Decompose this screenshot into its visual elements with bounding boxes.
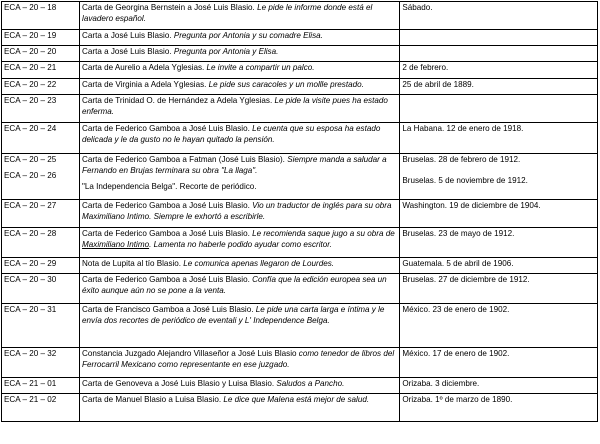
- description-italic: Le pide sus caracoles y un mollle prestado.: [208, 80, 364, 89]
- description-cell: [80, 258, 400, 274]
- date-cell: Orizaba. 1º de marzo de 1890.: [400, 394, 598, 422]
- description-italic: Le invite a compartir un palco.: [206, 63, 315, 72]
- table-row: [2, 123, 598, 154]
- description-text: Carta de Francisco Gamboa a José Luis Blasio.: [82, 305, 256, 314]
- code-cell: ECA – 20 – 24: [2, 123, 80, 154]
- description-cell: [80, 46, 400, 62]
- date-cell: Bruselas. 27 de diciembre de 1912.: [400, 274, 598, 304]
- date-cell: [400, 154, 598, 200]
- description-text: Carta de Genoveva a José Luis Blasio y Luisa Blasio.: [82, 379, 277, 388]
- description-cell: [80, 304, 400, 348]
- table-row: [2, 348, 598, 378]
- description-cell: [80, 123, 400, 154]
- description-italic: . Lamenta no haberle podido ayudar como escritor.: [149, 239, 332, 249]
- description-cell: [80, 348, 400, 378]
- date-cell: [400, 30, 598, 46]
- description-italic: Siempre manda a saludar a Fernando en Brujas terminara su obra "La llaga".: [82, 155, 387, 175]
- code-text: ECA – 20 – 26: [4, 170, 57, 180]
- code-cell: ECA – 20 – 29: [2, 258, 80, 274]
- date-cell: [400, 95, 598, 123]
- code-cell: ECA – 20 – 19: [2, 30, 80, 46]
- table-row: [2, 258, 598, 274]
- description-cell: [80, 62, 400, 79]
- description-cell: [80, 154, 400, 200]
- description-cell: [80, 394, 400, 422]
- table-row: [2, 394, 598, 422]
- description-italic: Le pide una carta larga e íntima y le envía dos recortes de periódico de eventali y L' Independence Belga.: [82, 305, 385, 325]
- code-cell: ECA – 21 – 02: [2, 394, 80, 422]
- description-italic: Saludos a Pancho.: [276, 379, 345, 388]
- code-cell: ECA – 20 – 28: [2, 228, 80, 258]
- table-row: [2, 46, 598, 62]
- description-text: "La Independencia Belga". Recorte de periódico.: [82, 181, 257, 191]
- description-text: Constancia Juzgado Alejandro Villaseñor a José Luis Blasio: [82, 349, 299, 358]
- table-row: [2, 2, 598, 30]
- catalog-table: [1, 1, 598, 422]
- description-italic: Le cuenta que su esposa ha estado delicada y le da gusto no le hayan quitado la pensión.: [82, 124, 381, 144]
- date-cell: México. 17 de enero de 1902.: [400, 348, 598, 378]
- description-italic: Pregunta por Antonia y Elisa.: [173, 47, 279, 56]
- description-text: Carta de Georgina Bernstein a José Luis Blasio.: [82, 3, 258, 12]
- code-cell: ECA – 20 – 20: [2, 46, 80, 62]
- code-text: ECA – 20 – 25: [4, 155, 57, 164]
- description-italic: Le pide la visite pues ha estado enferma.: [82, 96, 388, 116]
- code-cell: ECA – 20 – 30: [2, 274, 80, 304]
- description-cell: [80, 200, 400, 228]
- table-row: [2, 30, 598, 46]
- description-text: Carta de Trinidad O. de Hernández a Adela Yglesias.: [82, 96, 275, 105]
- date-cell: Orizaba. 3 diciembre.: [400, 378, 598, 394]
- description-italic: Le recomienda saque jugo a su obra de: [252, 229, 395, 238]
- code-cell: [2, 154, 80, 200]
- book-title-link: Maximiliano Intimo: [82, 239, 150, 249]
- description-italic: como tenedor de libros del Ferrocarril Mexicano como representante en ese juzgado.: [82, 349, 395, 369]
- description-text: Carta de Federico Gamboa a José Luis Blasio.: [82, 229, 253, 238]
- description-text: Carta de Aurelio a Adela Yglesias.: [82, 63, 207, 72]
- code-cell: ECA – 20 – 27: [2, 200, 80, 228]
- date-text: Bruselas. 28 de febrero de 1912.: [402, 155, 521, 164]
- description-cell: [80, 228, 400, 258]
- date-cell: [400, 46, 598, 62]
- table-row: [2, 378, 598, 394]
- description-cell: [80, 95, 400, 123]
- date-cell: Sábado.: [400, 2, 598, 30]
- table-row: [2, 274, 598, 304]
- code-cell: ECA – 21 – 01: [2, 378, 80, 394]
- description-italic: Le dice que Malena está mejor de salud.: [223, 395, 370, 404]
- description-text: Carta de Virginia a Adela Yglesias.: [82, 80, 209, 89]
- date-cell: 2 de febrero.: [400, 62, 598, 79]
- code-cell: ECA – 20 – 21: [2, 62, 80, 79]
- description-text: Carta a José Luis Blasio.: [82, 47, 174, 56]
- code-cell: ECA – 20 – 31: [2, 304, 80, 348]
- table-row: [2, 200, 598, 228]
- description-cell: [80, 2, 400, 30]
- date-cell: 25 de abril de 1889.: [400, 79, 598, 95]
- date-text: Bruselas. 5 de noviembre de 1912.: [402, 175, 528, 185]
- code-cell: ECA – 20 – 18: [2, 2, 80, 30]
- description-cell: [80, 79, 400, 95]
- table-row: [2, 79, 598, 95]
- description-text: Carta de Federico Gamboa a Fatman (José Luis Blasio).: [82, 155, 288, 164]
- description-text: Carta a José Luis Blasio.: [82, 31, 174, 40]
- description-text: Carta de Federico Gamboa a José Luis Blasio.: [82, 124, 253, 133]
- table-row: [2, 228, 598, 258]
- table-row: [2, 304, 598, 348]
- description-text: Nota de Lupita al tío Blasio.: [82, 259, 184, 268]
- description-cell: [80, 378, 400, 394]
- date-cell: Washington. 19 de diciembre de 1904.: [400, 200, 598, 228]
- table-row: [2, 62, 598, 79]
- code-cell: ECA – 20 – 32: [2, 348, 80, 378]
- date-cell: México. 23 de enero de 1902.: [400, 304, 598, 348]
- table-row: [2, 154, 598, 200]
- description-text: Carta de Federico Gamboa a José Luis Blasio.: [82, 275, 253, 284]
- date-cell: Guatemala. 5 de abril de 1906.: [400, 258, 598, 274]
- description-text: Carta de Manuel Blasio a Luisa Blasio.: [82, 395, 224, 404]
- description-text: Carta de Federico Gamboa a José Luis Blasio.: [82, 201, 253, 210]
- description-italic: Confía que la edición europea sea un éxito aunque aún no se pone a la venta.: [82, 275, 387, 295]
- description-cell: [80, 30, 400, 46]
- description-italic: Le pide le informe donde está el lavadero español.: [82, 3, 373, 23]
- description-italic: Le comunica apenas llegaron de Lourdes.: [183, 259, 335, 268]
- date-cell: Bruselas. 23 de mayo de 1912.: [400, 228, 598, 258]
- date-cell: La Habana. 12 de enero de 1918.: [400, 123, 598, 154]
- code-cell: ECA – 20 – 22: [2, 79, 80, 95]
- description-italic: Vio un traductor de inglés para su obra Maximiliano Intimo. Siempre le exhortó a escribirle.: [82, 201, 392, 221]
- description-cell: [80, 274, 400, 304]
- table-row: [2, 95, 598, 123]
- description-italic: Pregunta por Antonia y su comadre Elisa.: [173, 31, 323, 40]
- code-cell: ECA – 20 – 23: [2, 95, 80, 123]
